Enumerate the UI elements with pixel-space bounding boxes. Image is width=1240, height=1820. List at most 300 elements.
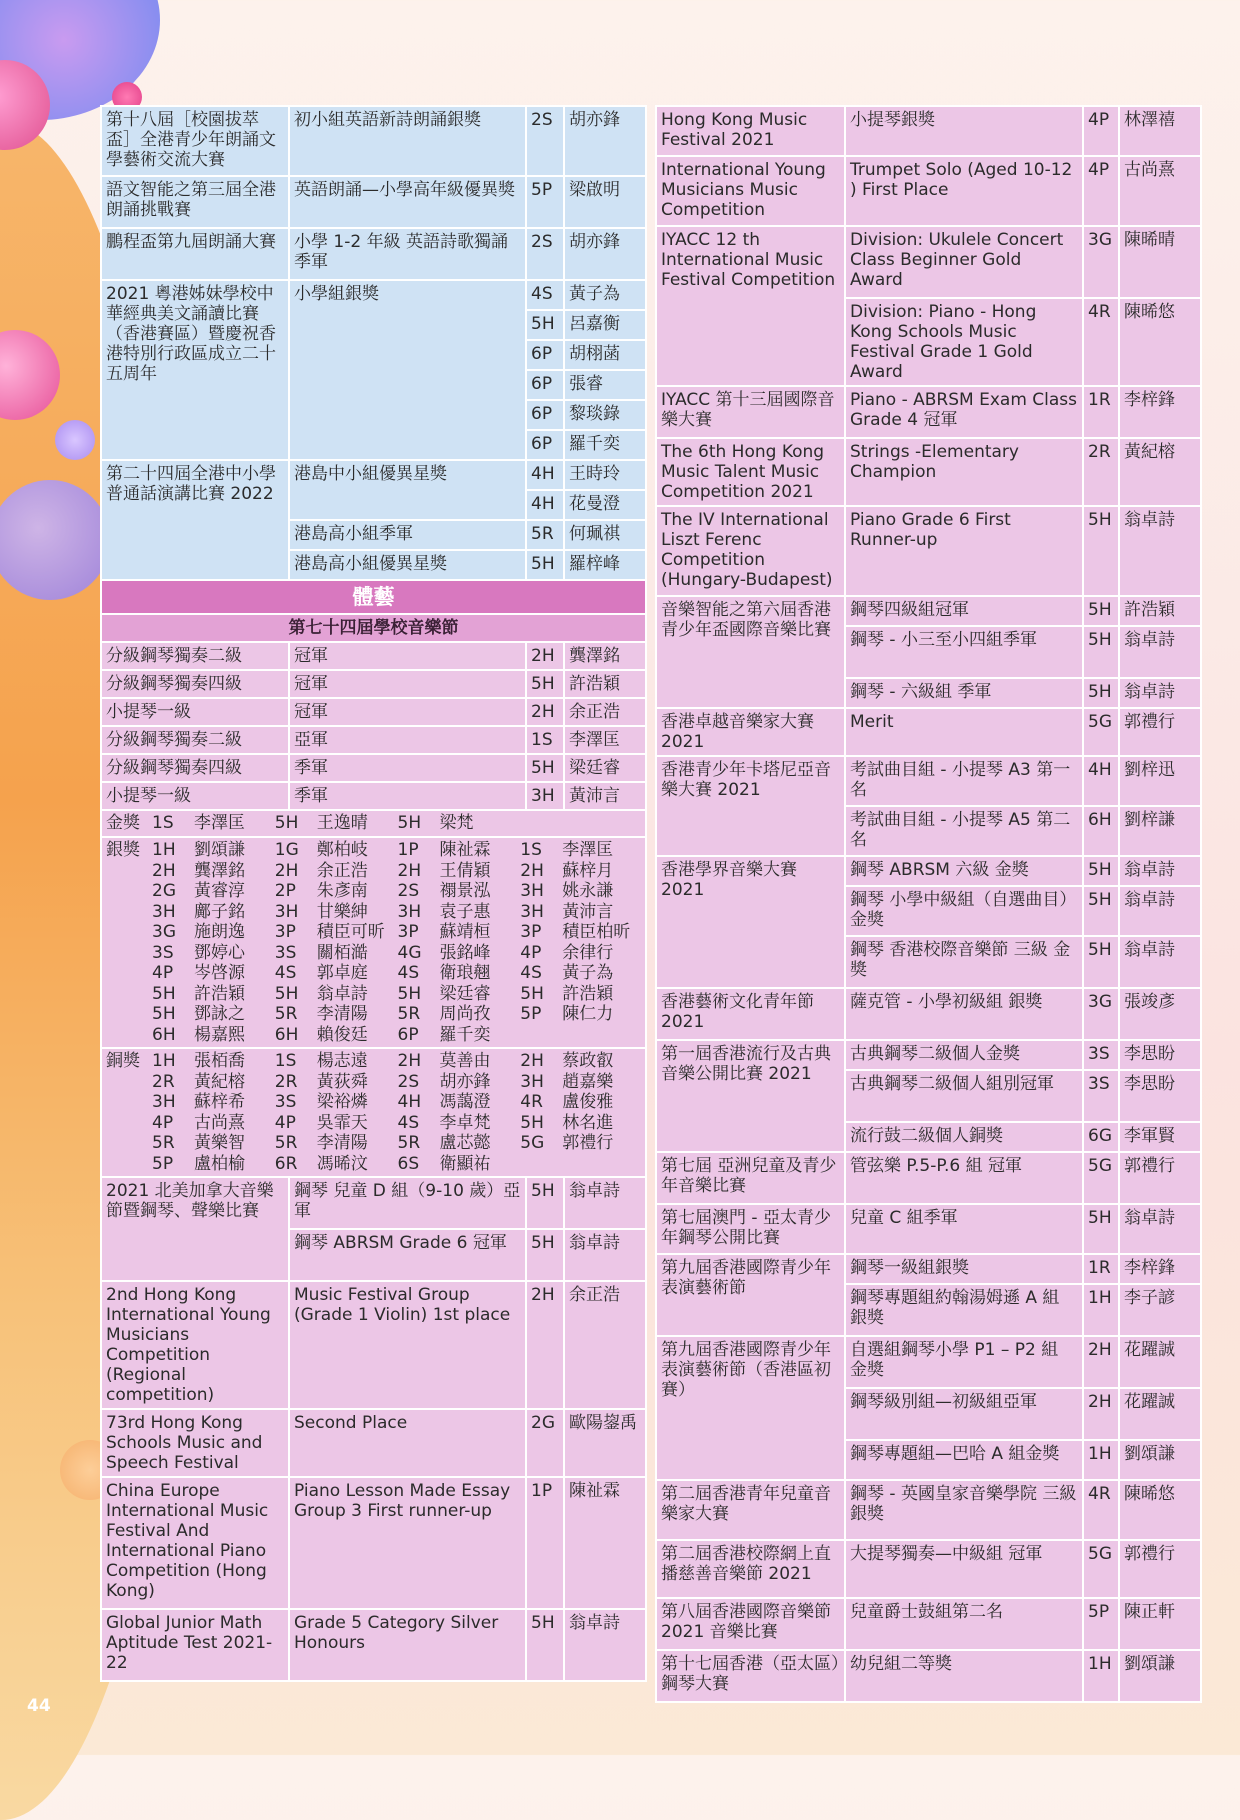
event-name: 第二十四屆全港中小學普通話演講比賽 2022 <box>101 460 289 580</box>
student-class: 5H <box>520 1112 544 1133</box>
award-name: Merit <box>845 708 1083 756</box>
student-name: 黃睿淳 <box>194 881 245 901</box>
student-name: 羅千奕 <box>564 430 646 460</box>
award-row <box>656 1480 1201 1540</box>
page-number: 44 <box>27 1696 51 1716</box>
student-name: 盧柏榆 <box>194 1153 245 1174</box>
student-name: 李澤匡 <box>194 813 245 833</box>
student-class: 2H <box>152 860 176 881</box>
student-class: 6P <box>526 370 564 400</box>
student-name: 岑啓源 <box>194 963 245 983</box>
event-name: 鵬程盃第九屆朗誦大賽 <box>101 228 289 280</box>
medal-label: 金獎 <box>106 813 140 833</box>
event-name: 2021 粵港姊妹學校中華經典美文誦讀比賽（香港賽區）暨慶祝香港特別行政區成立二十五周年 <box>101 280 289 460</box>
student-name: 劉頌謙 <box>1119 1650 1201 1702</box>
student-name: 胡亦鋒 <box>564 228 646 280</box>
award-name: 鋼琴專題組約翰湯姆遜 A 組 銀獎 <box>845 1284 1083 1336</box>
event-name: 語文智能之第三屆全港朗誦挑戰賽 <box>101 176 289 228</box>
award-row <box>101 176 646 228</box>
student-name: 衛琅翹 <box>439 963 491 983</box>
award-name: Second Place <box>289 1409 526 1477</box>
student-name: 李軍賢 <box>1119 1122 1201 1152</box>
student-name: 陳正軒 <box>1119 1598 1201 1650</box>
student-name: 盧芯懿 <box>439 1133 491 1153</box>
silver-award-row <box>101 837 646 1048</box>
student-name: 楊志遠 <box>316 1051 368 1071</box>
student-name: 盧俊雅 <box>562 1092 614 1112</box>
student-name: 翁卓詩 <box>316 983 368 1004</box>
student-name: 黃紀榕 <box>1119 438 1201 506</box>
award-name: 兒童爵士鼓組第二名 <box>845 1598 1083 1650</box>
student-class: 5G <box>1083 1540 1119 1598</box>
student-name: 胡亦鋒 <box>564 106 646 176</box>
student-name: 花躍誠 <box>1119 1336 1201 1388</box>
award-name: 兒童 C 組季軍 <box>845 1204 1083 1254</box>
event-name: 香港藝術文化青年節 2021 <box>656 988 845 1040</box>
student-name: 林澤禧 <box>1119 106 1201 156</box>
student-class: 5P <box>526 176 564 228</box>
student-name: 禤景泓 <box>439 881 491 901</box>
award-row <box>656 596 1201 626</box>
student-name: 張睿 <box>564 370 646 400</box>
student-name: 賴俊廷 <box>316 1024 368 1045</box>
student-name: 許浩穎 <box>562 983 614 1004</box>
student-name: 黃沛言 <box>564 782 646 810</box>
student-class: 1R <box>1083 1254 1119 1284</box>
student-class: 1H <box>152 1051 176 1071</box>
student-class: 2H <box>526 698 564 726</box>
student-class: 5H <box>274 813 299 833</box>
student-name: 黃子為 <box>562 963 614 983</box>
sports-arts-section <box>101 580 646 642</box>
student-class: 5P <box>152 1153 174 1174</box>
student-class: 6R <box>274 1153 298 1174</box>
student-name: 朱彥南 <box>316 881 368 901</box>
award-name: 薩克管 - 小學初級組 銀獎 <box>845 988 1083 1040</box>
award-name: 古典鋼琴二級個人金獎 <box>845 1040 1083 1070</box>
event-name: 分級鋼琴獨奏四級 <box>101 754 289 782</box>
subsection-header-row <box>101 614 646 642</box>
student-class: 1H <box>1083 1440 1119 1480</box>
event-name: 73rd Hong Kong Schools Music and Speech Festival <box>101 1409 289 1477</box>
student-class: 3H <box>152 1092 176 1112</box>
student-class: 6H <box>274 1024 299 1045</box>
award-row <box>101 1409 646 1477</box>
student-name: 花曼澄 <box>564 490 646 520</box>
student-class: 1S <box>274 1051 297 1071</box>
student-class: 3H <box>397 901 422 922</box>
award-name: 鋼琴 小學中級組（自選曲目）金獎 <box>845 886 1083 936</box>
award-row <box>101 754 646 782</box>
event-name: 2nd Hong Kong International Young Musicians Competition (Regional competition) <box>101 1281 289 1409</box>
award-row <box>101 1477 646 1609</box>
event-name: 第二屆香港校際網上直播慈善音樂節 2021 <box>656 1540 845 1598</box>
student-class: 5H <box>1083 506 1119 596</box>
student-name: 翁卓詩 <box>1119 936 1201 988</box>
award-row <box>656 506 1201 596</box>
student-class: 2H <box>274 860 299 881</box>
award-row <box>101 1609 646 1681</box>
student-name: 王倩穎 <box>439 860 491 881</box>
award-row <box>656 1204 1201 1254</box>
award-name: 冠軍 <box>289 642 526 670</box>
student-name: 李梓鋒 <box>1119 1254 1201 1284</box>
student-class: 2S <box>397 881 420 901</box>
student-name: 積臣柏昕 <box>562 922 631 942</box>
student-name: 黃子為 <box>564 280 646 310</box>
student-class: 2S <box>526 106 564 176</box>
student-name: 吳霏天 <box>316 1112 368 1133</box>
award-name: 冠軍 <box>289 670 526 698</box>
student-name: 趙嘉樂 <box>562 1071 614 1092</box>
student-name: 馮晞汶 <box>316 1153 368 1174</box>
student-class: 5H <box>397 813 422 833</box>
student-class: 1S <box>520 840 542 860</box>
student-name: 李子諺 <box>1119 1284 1201 1336</box>
student-class: 5G <box>1083 1152 1119 1204</box>
student-name: 張竣彥 <box>1119 988 1201 1040</box>
event-name: IYACC 12 th International Music Festival Competition <box>656 226 845 386</box>
student-class: 5H <box>152 983 176 1004</box>
student-class: 3S <box>274 1092 297 1112</box>
award-row <box>656 756 1201 806</box>
award-name: 港島高小組優異星獎 <box>289 550 526 580</box>
student-name: 王時玲 <box>564 460 646 490</box>
award-name: 小提琴銀獎 <box>845 106 1083 156</box>
student-class <box>520 1025 560 1046</box>
event-name: 第九屆香港國際青少年表演藝術節 <box>656 1254 845 1336</box>
student-name: 翁卓詩 <box>1119 856 1201 886</box>
award-name: 季軍 <box>289 782 526 810</box>
event-name: 第十八屆［校園拔萃盃］全港青少年朗誦文學藝術交流大賽 <box>101 106 289 176</box>
award-row <box>101 782 646 810</box>
student-name: 黃紀榕 <box>194 1071 245 1092</box>
student-class: 3S <box>1083 1070 1119 1122</box>
student-class: 4H <box>526 460 564 490</box>
student-class: 2P <box>274 881 296 901</box>
student-class: 5H <box>526 754 564 782</box>
award-name: 港島中小組優異星獎 <box>289 460 526 520</box>
award-name: 鋼琴 香港校際音樂節 三級 金獎 <box>845 936 1083 988</box>
award-name: Piano - ABRSM Exam Class Grade 4 冠軍 <box>845 386 1083 438</box>
award-row <box>656 856 1201 886</box>
student-class: 6S <box>397 1153 420 1174</box>
student-name: 陳祉霖 <box>439 840 491 860</box>
student-class: 3S <box>152 942 174 963</box>
event-name: 第七屆 亞洲兒童及青少年音樂比賽 <box>656 1152 845 1204</box>
student-name: 余正浩 <box>564 1281 646 1409</box>
student-class: 6H <box>1083 806 1119 856</box>
student-class: 1H <box>152 840 176 860</box>
section-header-row <box>101 580 646 614</box>
event-name: 分級鋼琴獨奏四級 <box>101 670 289 698</box>
award-name: 古典鋼琴二級個人組別冠軍 <box>845 1070 1083 1122</box>
student-name: 龔澤銘 <box>194 860 245 881</box>
student-name: 梁梵 <box>439 813 474 833</box>
student-name: 陳仁力 <box>562 1004 614 1024</box>
student-class: 6H <box>152 1024 176 1045</box>
award-row <box>101 670 646 698</box>
student-name: 梁廷睿 <box>439 983 491 1004</box>
award-row <box>101 460 646 490</box>
student-class: 2G <box>526 1409 564 1477</box>
student-class: 5H <box>526 550 564 580</box>
student-name: 李卓梵 <box>439 1112 491 1133</box>
student-name: 許浩穎 <box>564 670 646 698</box>
award-row <box>101 1281 646 1409</box>
group-putonghua <box>101 460 646 580</box>
student-class: 2H <box>397 860 422 881</box>
student-class: 3S <box>1083 1040 1119 1070</box>
award-name: 初小組英語新詩朗誦銀獎 <box>289 106 526 176</box>
student-class: 3H <box>152 901 176 922</box>
bronze-award-cell <box>101 1048 646 1177</box>
left-top-rows <box>101 106 646 280</box>
event-name: 第八屆香港國際音樂節 2021 音樂比賽 <box>656 1598 845 1650</box>
student-class: 2S <box>397 1071 420 1092</box>
student-class: 5R <box>397 1004 421 1024</box>
group-guangdong-hk <box>101 280 646 460</box>
student-class: 5H <box>274 983 299 1004</box>
student-class: 3G <box>1083 226 1119 298</box>
student-name: 李澤匡 <box>562 840 614 860</box>
award-row <box>656 156 1201 226</box>
student-name: 張栢喬 <box>194 1051 245 1071</box>
bronze-award-row <box>101 1048 646 1177</box>
award-row <box>101 698 646 726</box>
student-class: 4R <box>1083 1480 1119 1540</box>
student-class: 3S <box>274 942 297 963</box>
award-name: Strings -Elementary Champion <box>845 438 1083 506</box>
award-name: 鋼琴 兒童 D 組（9-10 歲）亞軍 <box>289 1177 526 1229</box>
student-name: 許浩穎 <box>1119 596 1201 626</box>
student-class: 2H <box>1083 1336 1119 1388</box>
award-name: 鋼琴 ABRSM Grade 6 冠軍 <box>289 1229 526 1281</box>
medal-label: 銀獎 <box>106 840 140 860</box>
event-name: 香港卓越音樂家大賽 2021 <box>656 708 845 756</box>
award-name: 自選組鋼琴小學 P1 – P2 組 金獎 <box>845 1336 1083 1388</box>
student-class: 5R <box>526 520 564 550</box>
student-name: 梁廷睿 <box>564 754 646 782</box>
student-class: 5P <box>1083 1598 1119 1650</box>
student-name: 袁子惠 <box>439 901 491 922</box>
student-name: 黃沛言 <box>562 901 614 922</box>
award-name: 鋼琴一級組銀獎 <box>845 1254 1083 1284</box>
student-name: 黃樂智 <box>194 1133 245 1153</box>
student-class: 1P <box>526 1477 564 1609</box>
award-name: Grade 5 Category Silver Honours <box>289 1609 526 1681</box>
student-class: 5H <box>1083 856 1119 886</box>
event-name: 小提琴一級 <box>101 782 289 810</box>
award-row <box>656 708 1201 756</box>
student-name: 黎琰錄 <box>564 400 646 430</box>
student-name: 古尚熹 <box>194 1112 245 1133</box>
student-class: 3H <box>520 881 544 901</box>
student-name: 羅梓峰 <box>564 550 646 580</box>
student-name: 蘇梓月 <box>562 860 614 881</box>
student-class: 4P <box>274 1112 296 1133</box>
award-name: 季軍 <box>289 754 526 782</box>
student-class: 6P <box>526 430 564 460</box>
student-class: 5H <box>526 670 564 698</box>
student-name: 蘇靖桓 <box>439 922 491 942</box>
student-class: 3H <box>520 1071 544 1092</box>
student-name: 龔澤銘 <box>564 642 646 670</box>
student-name: 余律行 <box>562 942 614 963</box>
student-name: 黃荻舜 <box>316 1071 368 1092</box>
student-name: 陳祉霖 <box>564 1477 646 1609</box>
award-row <box>656 386 1201 438</box>
student-class: 5H <box>1083 626 1119 678</box>
award-row <box>101 106 646 176</box>
award-row <box>656 1336 1201 1388</box>
student-name: 陳晞悠 <box>1119 298 1201 386</box>
student-class: 3H <box>274 901 299 922</box>
award-name: 鋼琴 - 英國皇家音樂學院 三級 銀獎 <box>845 1480 1083 1540</box>
student-name: 姚永謙 <box>562 881 614 901</box>
student-class <box>520 1154 560 1175</box>
student-name: 花躍誠 <box>1119 1388 1201 1440</box>
student-name: 余正浩 <box>316 860 368 881</box>
event-name: 香港青少年卡塔尼亞音樂大賽 2021 <box>656 756 845 856</box>
event-name: 第九屆香港國際青少年表演藝術節（香港區初賽） <box>656 1336 845 1480</box>
student-name: 李梓鋒 <box>1119 386 1201 438</box>
student-name: 郭卓庭 <box>316 963 368 983</box>
student-name: 翁卓詩 <box>1119 678 1201 708</box>
student-name: 李澤匡 <box>564 726 646 754</box>
student-class: 2H <box>520 1051 544 1071</box>
student-name: 積臣可昕 <box>316 922 385 942</box>
award-name: 考試曲目組 - 小提琴 A5 第二名 <box>845 806 1083 856</box>
event-name: China Europe International Music Festival And International Piano Competition (Hong Kong) <box>101 1477 289 1609</box>
student-name: 翁卓詩 <box>1119 506 1201 596</box>
student-class: 5R <box>397 1133 421 1153</box>
event-name: International Young Musicians Music Competition <box>656 156 845 226</box>
section-title: 體藝 <box>101 580 646 614</box>
student-class: 4P <box>520 942 542 963</box>
award-row <box>656 1650 1201 1702</box>
student-name: 鄧婷心 <box>194 942 245 963</box>
student-name: 許浩穎 <box>194 983 245 1004</box>
student-name: 劉梓謙 <box>1119 806 1201 856</box>
student-name: 翁卓詩 <box>1119 1204 1201 1254</box>
award-name: 小學組銀獎 <box>289 280 526 460</box>
student-name: 羅千奕 <box>439 1024 491 1045</box>
student-class: 3P <box>397 922 419 942</box>
student-class: 3H <box>526 782 564 810</box>
student-class: 4H <box>526 490 564 520</box>
student-class: 3G <box>1083 988 1119 1040</box>
award-row <box>101 280 646 310</box>
student-class: 4P <box>1083 106 1119 156</box>
student-name <box>562 1154 641 1175</box>
student-class: 2R <box>274 1071 298 1092</box>
student-class: 5H <box>526 1177 564 1229</box>
medal-label: 銅獎 <box>106 1051 140 1071</box>
student-class: 5H <box>526 1609 564 1681</box>
award-row <box>101 228 646 280</box>
student-name: 翁卓詩 <box>1119 886 1201 936</box>
student-class: 3G <box>152 922 176 942</box>
award-row <box>656 438 1201 506</box>
award-name: 考試曲目組 - 小提琴 A3 第一名 <box>845 756 1083 806</box>
student-class: 4H <box>1083 756 1119 806</box>
student-name: 劉頌謙 <box>194 840 245 860</box>
student-name: 郭禮行 <box>562 1133 614 1153</box>
event-name: 分級鋼琴獨奏二級 <box>101 726 289 754</box>
student-class: 1S <box>526 726 564 754</box>
student-class: 5H <box>1083 936 1119 988</box>
award-name: 幼兒組二等獎 <box>845 1650 1083 1702</box>
student-name: 古尚熹 <box>1119 156 1201 226</box>
student-name: 呂嘉衡 <box>564 310 646 340</box>
student-class: 5G <box>1083 708 1119 756</box>
student-class: 4P <box>152 963 174 983</box>
student-class: 5H <box>152 1004 176 1024</box>
student-class: 1H <box>1083 1284 1119 1336</box>
student-class: 4S <box>397 1112 420 1133</box>
student-class: 5R <box>274 1133 298 1153</box>
student-name: 翁卓詩 <box>1119 626 1201 678</box>
student-name: 楊嘉熙 <box>194 1024 245 1045</box>
student-class: 6P <box>397 1024 419 1045</box>
student-name: 翁卓詩 <box>564 1177 646 1229</box>
left-bottom-rows <box>101 1177 646 1681</box>
award-name: Music Festival Group (Grade 1 Violin) 1st place <box>289 1281 526 1409</box>
student-name: 蔡政叡 <box>562 1051 614 1071</box>
student-class: 2H <box>526 1281 564 1409</box>
student-name: 鄭柏岐 <box>316 840 368 860</box>
student-class: 4S <box>274 963 297 983</box>
student-class: 5H <box>1083 1204 1119 1254</box>
award-row <box>656 226 1201 298</box>
award-name: Trumpet Solo (Aged 10-12 ) First Place <box>845 156 1083 226</box>
student-class: 1S <box>152 813 174 833</box>
student-name: 劉梓迅 <box>1119 756 1201 806</box>
student-class: 5R <box>152 1133 175 1153</box>
student-class: 5G <box>520 1133 545 1153</box>
student-name: 劉頌謙 <box>1119 1440 1201 1480</box>
student-class: 4S <box>526 280 564 310</box>
award-row <box>101 1177 646 1229</box>
student-class: 5P <box>520 1004 542 1024</box>
student-name: 陳晞晴 <box>1119 226 1201 298</box>
event-name: 第七屆澳門 - 亞太青少年鋼琴公開比賽 <box>656 1204 845 1254</box>
student-class: 2H <box>520 860 544 881</box>
student-class: 2H <box>1083 1388 1119 1440</box>
award-name: 英語朗誦—小學高年級優異獎 <box>289 176 526 228</box>
student-class: 6P <box>526 400 564 430</box>
student-name: 蘇梓希 <box>194 1092 245 1112</box>
student-class: 1H <box>1083 1650 1119 1702</box>
student-class: 4P <box>152 1112 174 1133</box>
student-class: 4R <box>1083 298 1119 386</box>
student-name <box>562 1025 641 1046</box>
event-name: The 6th Hong Kong Music Talent Music Competition 2021 <box>656 438 845 506</box>
student-name: 鄺子銘 <box>194 901 245 922</box>
student-class: 5H <box>1083 678 1119 708</box>
left-awards-table <box>100 105 647 1682</box>
award-name: 港島高小組季軍 <box>289 520 526 550</box>
student-class: 4R <box>520 1092 543 1112</box>
student-name: 胡栩菡 <box>564 340 646 370</box>
student-class: 5H <box>526 310 564 340</box>
student-class: 6P <box>526 340 564 370</box>
bronze-grid <box>152 1051 641 1174</box>
award-name: Division: Piano - Hong Kong Schools Music Festival Grade 1 Gold Award <box>845 298 1083 386</box>
award-row <box>656 988 1201 1040</box>
student-name: 翁卓詩 <box>564 1229 646 1281</box>
